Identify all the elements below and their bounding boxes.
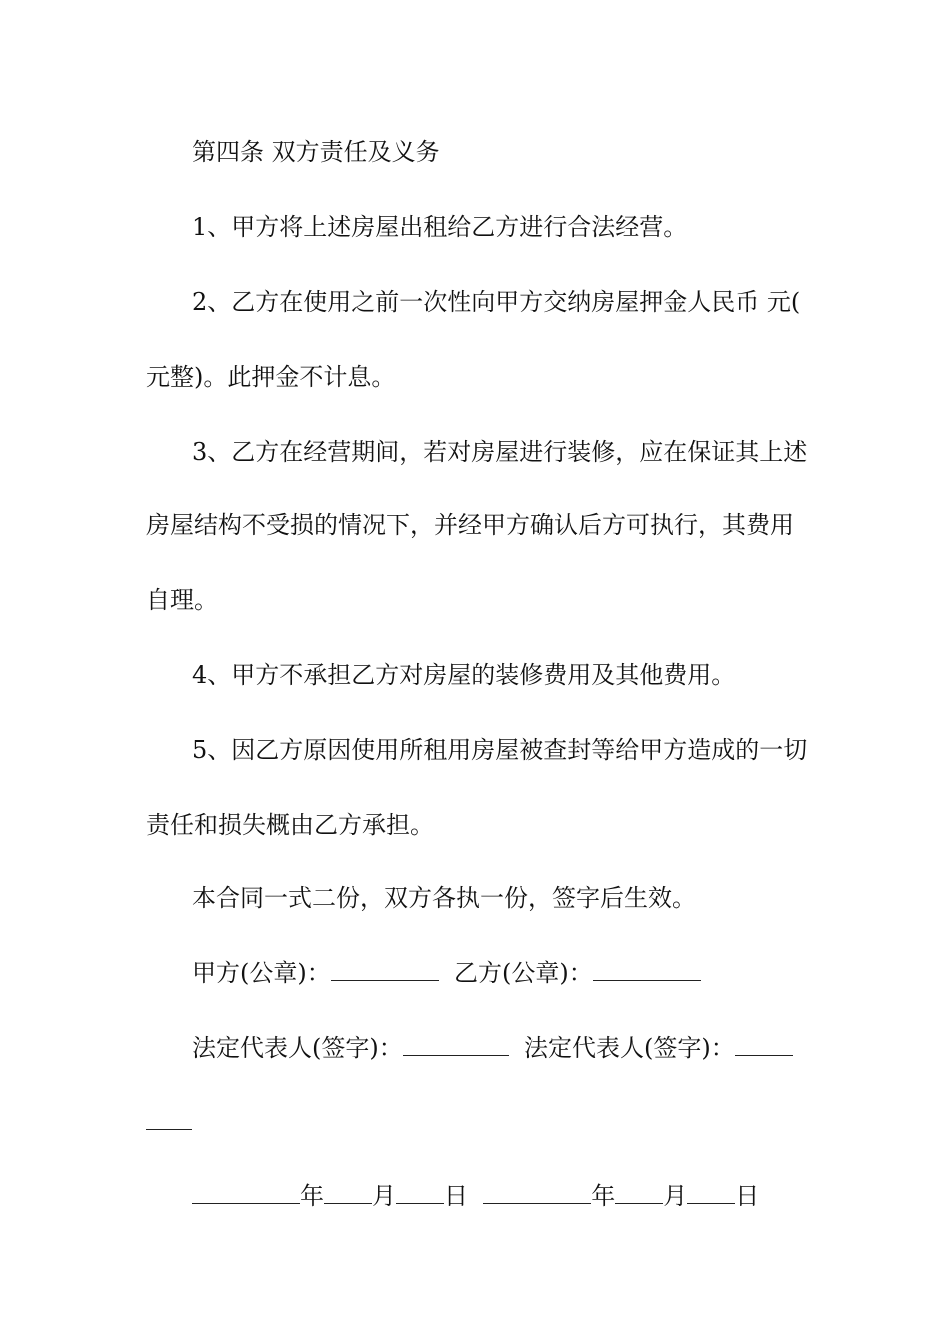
party-a-year-label: 年 xyxy=(300,1182,324,1210)
clause-3-line-3: 自理。 xyxy=(146,586,218,614)
party-a-seal-blank xyxy=(331,958,439,981)
date-line xyxy=(192,1180,759,1212)
party-a-day-blank xyxy=(396,1181,444,1204)
clause-4: 4、甲方不承担乙方对房屋的装修费用及其他费用。 xyxy=(192,661,736,689)
clause-3-line-1: 3、乙方在经营期间，若对房屋进行装修，应在保证其上述 xyxy=(192,438,808,466)
rep-a-signature-blank xyxy=(403,1033,509,1056)
party-a-month-blank xyxy=(324,1181,372,1204)
party-b-seal-blank xyxy=(593,958,701,981)
rep-a-label: 法定代表人(签字)： xyxy=(192,1034,403,1062)
clause-5-line-2: 责任和损失概由乙方承担。 xyxy=(146,811,434,839)
clause-1: 1、甲方将上述房屋出租给乙方进行合法经营。 xyxy=(192,213,688,241)
clause-3-line-2: 房屋结构不受损的情况下，并经甲方确认后方可执行，其费用 xyxy=(146,511,794,539)
party-b-day-label: 日 xyxy=(735,1182,760,1210)
party-a-seal-label: 甲方(公章)： xyxy=(192,959,331,987)
rep-b-signature-blank-cont xyxy=(146,1107,192,1130)
rep-b-label: 法定代表人(签字)： xyxy=(524,1034,735,1062)
clause-5-line-1: 5、因乙方原因使用所租用房屋被查封等给甲方造成的一切 xyxy=(192,736,808,764)
copies-clause: 本合同一式二份，双方各执一份，签字后生效。 xyxy=(192,884,696,912)
party-b-seal-label: 乙方(公章)： xyxy=(454,959,593,987)
representative-line xyxy=(192,1032,793,1064)
party-a-month-label: 月 xyxy=(372,1182,396,1210)
party-b-year-label: 年 xyxy=(591,1182,616,1210)
party-b-month-blank xyxy=(615,1181,663,1204)
party-b-year-blank xyxy=(483,1181,591,1204)
article-heading: 第四条 双方责任及义务 xyxy=(192,138,440,166)
party-seal-line xyxy=(192,957,701,989)
party-a-year-blank xyxy=(192,1181,300,1204)
rep-b-signature-blank xyxy=(735,1033,793,1056)
clause-2-line-2: 元整)。此押金不计息。 xyxy=(146,363,396,391)
representative-line-wrap xyxy=(146,1106,192,1138)
party-b-day-blank xyxy=(687,1181,735,1204)
party-b-month-label: 月 xyxy=(663,1182,688,1210)
party-a-day-label: 日 xyxy=(444,1182,468,1210)
clause-2-line-1: 2、乙方在使用之前一次性向甲方交纳房屋押金人民币 元( xyxy=(192,288,801,316)
